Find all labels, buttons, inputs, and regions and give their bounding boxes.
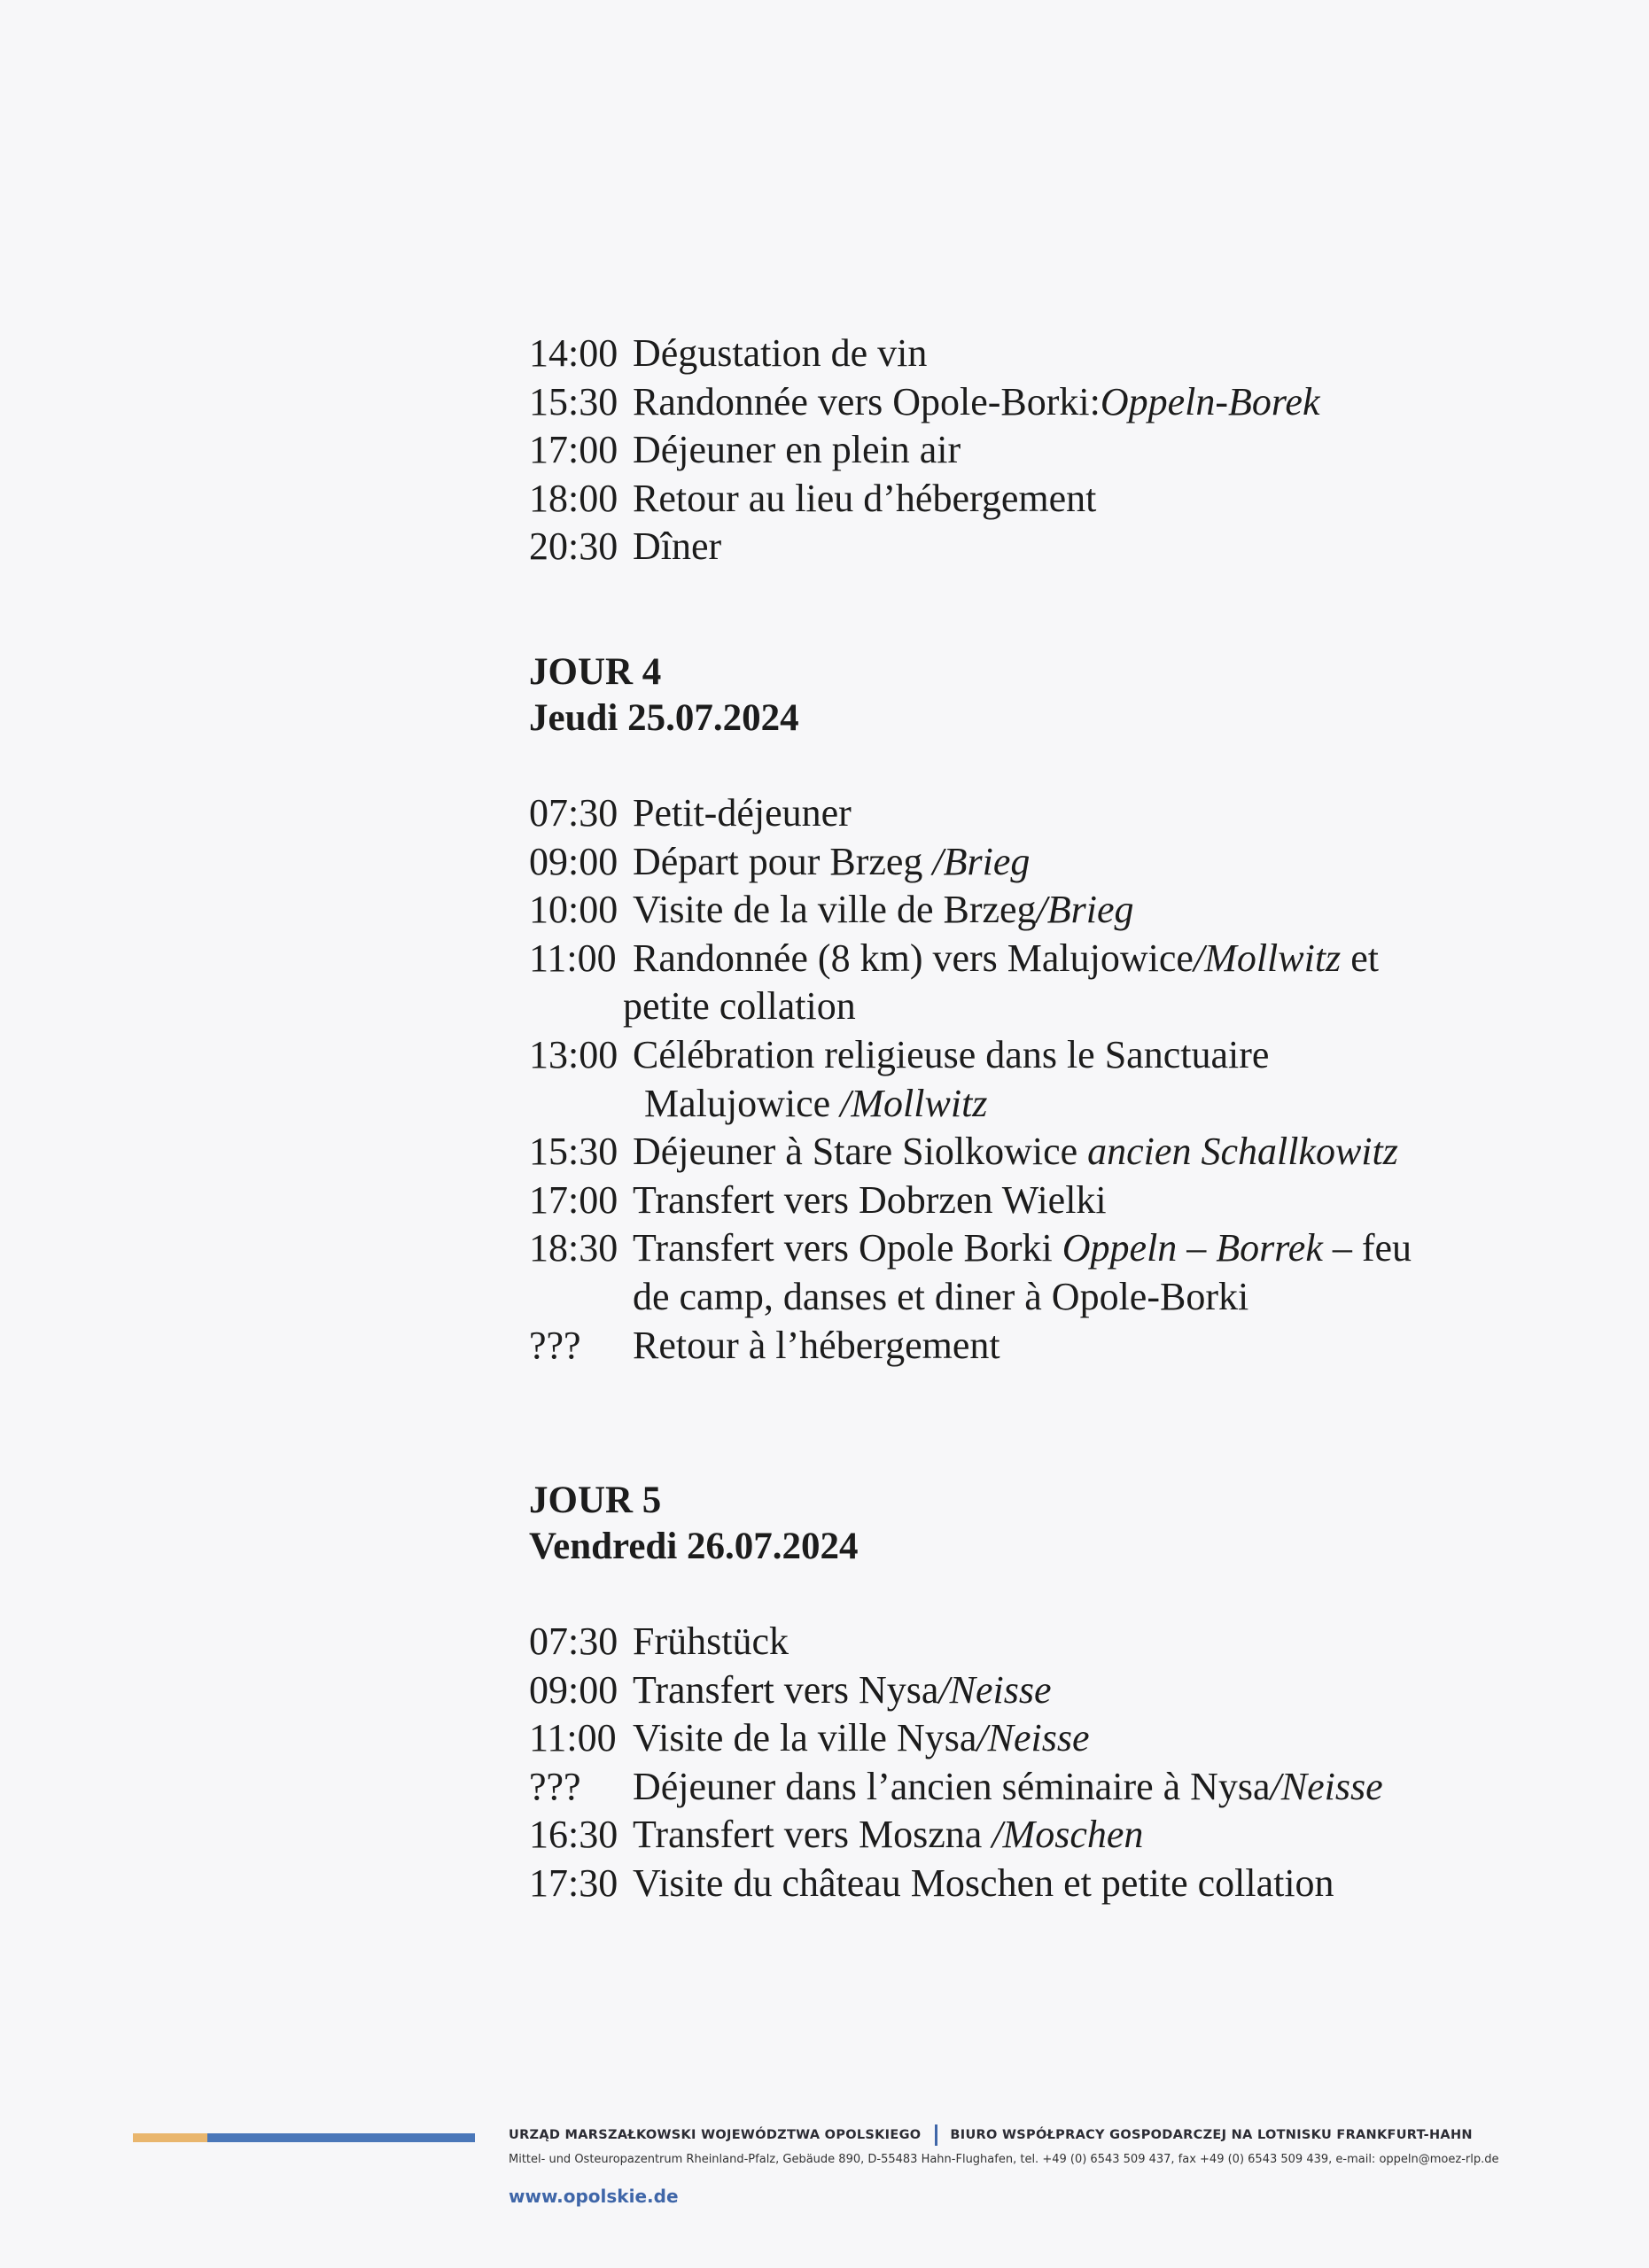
schedule-item: 07:30 Frühstück bbox=[529, 1619, 789, 1664]
schedule-item: 15:30 Déjeuner à Stare Siolkowice ancien Schallkowitz bbox=[529, 1130, 1398, 1174]
schedule-item: 20:30 Dîner bbox=[529, 524, 722, 569]
schedule-item: ??? Déjeuner dans l’ancien séminaire à Nysa/Neisse bbox=[529, 1764, 1383, 1808]
schedule-item: 17:30 Visite du château Moschen et petite collation bbox=[529, 1861, 1334, 1906]
footer-organizations: URZĄD MARSZAŁKOWSKI WOJEWÓDZTWA OPOLSKIEGO BIURO WSPÓŁPRACY GOSPODARCZEJ NA LOTNISKU FRANKFURT-HAHN bbox=[509, 2124, 1607, 2146]
footer-separator bbox=[935, 2124, 937, 2146]
schedule-item: 10:00 Visite de la ville de Brzeg/Brieg bbox=[529, 888, 1134, 932]
schedule-item: 15:30 Randonnée vers Opole-Borki:Oppeln-Borek bbox=[529, 379, 1320, 423]
schedule-item: 09:00 Transfert vers Nysa/Neisse bbox=[529, 1667, 1052, 1712]
schedule-item: 11:00 Randonnée (8 km) vers Malujowice/Mollwitz et bbox=[529, 936, 1379, 980]
letterhead-footer bbox=[509, 2124, 1607, 2207]
schedule-item: 18:00 Retour au lieu d’hébergement bbox=[529, 476, 1097, 520]
footer-address: Mittel- und Osteuropazentrum Rheinland-Pfalz, Gebäude 890, D-55483 Hahn-Flughafen, tel. +49 (0) 6543 509 437, fax +49 (0) 6543 509 439, e-mail: oppeln@moez-rlp.de bbox=[509, 2153, 1499, 2166]
schedule bbox=[529, 330, 1575, 1908]
footer-website-link[interactable]: www.opolskie.de bbox=[509, 2186, 679, 2207]
schedule-item: 17:00 Transfert vers Dobrzen Wielki bbox=[529, 1177, 1107, 1222]
schedule-item: 13:00 Célébration religieuse dans le Sanctuaire bbox=[529, 1032, 1270, 1076]
schedule-item: 14:00 Dégustation de vin bbox=[529, 331, 928, 375]
day5-date: Vendredi 26.07.2024 bbox=[529, 1526, 859, 1568]
footer-bar-blue bbox=[207, 2133, 475, 2142]
schedule-item: 16:30 Transfert vers Moszna /Moschen bbox=[529, 1813, 1144, 1857]
schedule-item-continuation: de camp, danses et diner à Opole-Borki bbox=[633, 1274, 1249, 1318]
day5-title: JOUR 5 bbox=[529, 1480, 662, 1522]
schedule-item: 18:30 Transfert vers Opole Borki Oppeln – Borrek – feu bbox=[529, 1226, 1412, 1270]
schedule-item: 07:30 Petit-déjeuner bbox=[529, 790, 852, 835]
schedule-item: ??? Retour à l’hébergement bbox=[529, 1323, 1000, 1367]
schedule-item: 17:00 Déjeuner en plein air bbox=[529, 428, 961, 472]
day4-date: Jeudi 25.07.2024 bbox=[529, 696, 799, 739]
day4-title: JOUR 4 bbox=[529, 650, 662, 693]
schedule-item: 09:00 Départ pour Brzeg /Brieg bbox=[529, 839, 1031, 883]
schedule-item-continuation: petite collation bbox=[623, 984, 856, 1029]
footer-bar-yellow bbox=[133, 2133, 207, 2142]
schedule-item-continuation: Malujowice /Mollwitz bbox=[644, 1081, 988, 1125]
footer-color-bars bbox=[133, 2133, 475, 2142]
schedule-item: 11:00 Visite de la ville Nysa/Neisse bbox=[529, 1716, 1090, 1760]
